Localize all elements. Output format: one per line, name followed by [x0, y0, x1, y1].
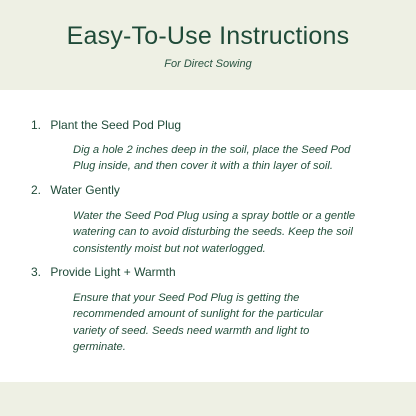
step-line: consistently moist but not waterlogged. [73, 242, 266, 255]
step-line: germinate. [73, 340, 126, 353]
step-description [73, 142, 391, 175]
header [0, 0, 416, 90]
step-title: Plant the Seed Pod Plug [50, 118, 182, 132]
step-description [73, 208, 391, 257]
step-title: Water Gently [50, 183, 120, 197]
step-heading [31, 265, 176, 280]
step-number: 1. [31, 118, 42, 132]
step-heading [31, 118, 181, 133]
step-description [73, 290, 391, 355]
step-line: recommended amount of sunlight for the particular [73, 308, 323, 321]
step-number: 2. [31, 183, 42, 197]
step-line: variety of seed. Seeds need warmth and light to [73, 324, 310, 337]
step-number: 3. [31, 265, 42, 279]
step-line: Plug inside, and then cover it with a thin layer of soil. [73, 160, 333, 173]
step-line: Ensure that your Seed Pod Plug is getting the [73, 292, 300, 304]
instructions-panel [0, 90, 416, 382]
step-line: Dig a hole 2 inches deep in the soil, place the Seed Pod [73, 144, 351, 156]
step-line: watering can to avoid disturbing the seeds. Keep the soil [73, 226, 353, 239]
step-title: Provide Light + Warmth [50, 265, 176, 279]
step-heading [31, 183, 120, 198]
step-line: Water the Seed Pod Plug using a spray bottle or a gentle [73, 210, 356, 222]
page-title: Easy-To-Use Instructions [66, 22, 350, 50]
footer-band [0, 382, 416, 416]
page-subtitle: For Direct Sowing [164, 58, 252, 70]
